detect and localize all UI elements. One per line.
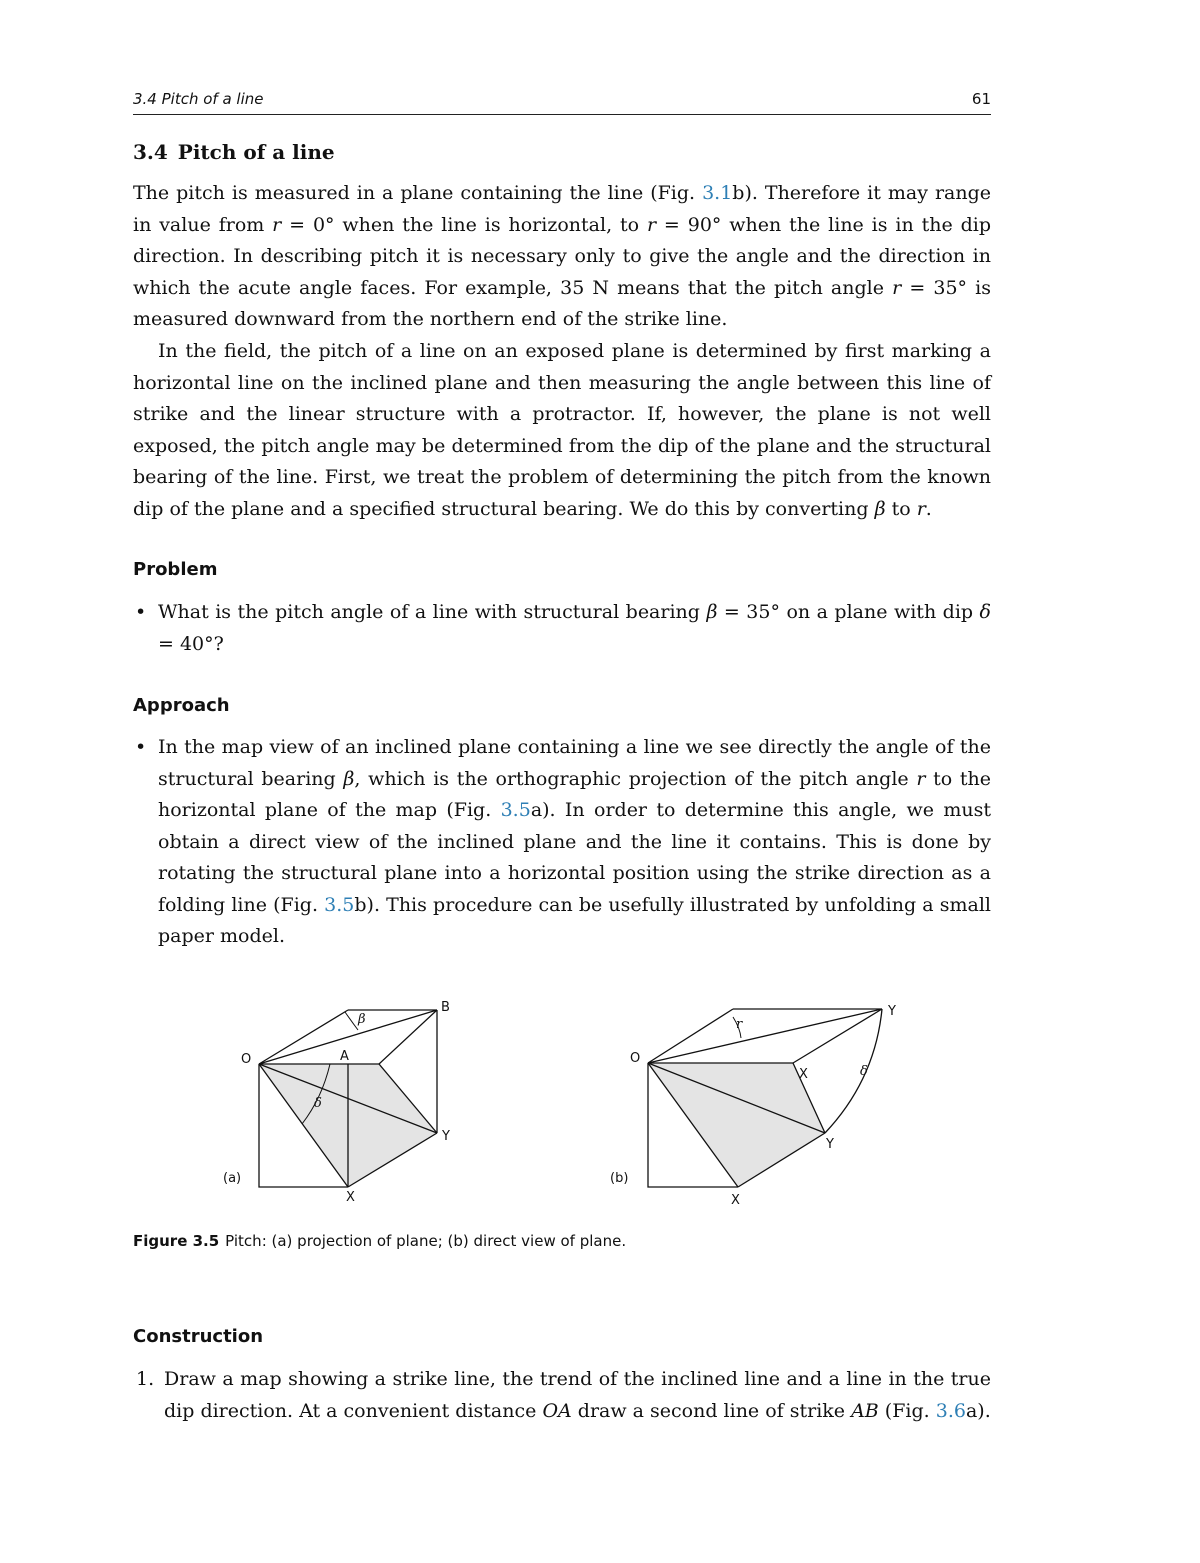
caption-text: Pitch: (a) projection of plane; (b) direct view of plane.	[225, 1232, 627, 1250]
running-head-title: 3.4 Pitch of a line	[133, 90, 264, 108]
page	[133, 0, 991, 1563]
approach-text: In the map view of an inclined plane containing a line we see directly the angle of the structural bearing β, which is the orthographic projection of the pitch angle r to the horizontal plane of the map (Fig. 3.5a). In order to determine this angle, we must obtain a direct view of the inclined plane and the line it contains. This is done by rotating the structural plane into a horizontal position using the strike direction as a folding line (Fig. 3.5b). This procedure can be usefully illustrated by unfolding a small paper model.	[158, 736, 991, 947]
section-heading	[133, 140, 335, 164]
r-label: r	[736, 1017, 743, 1032]
delta-label: δ	[314, 1096, 322, 1111]
section-number: 3.4	[133, 140, 168, 164]
problem-heading: Problem	[133, 559, 218, 580]
rotation-arc	[825, 1009, 882, 1133]
point-B: B	[441, 1000, 450, 1015]
delta-label: δ	[860, 1064, 868, 1079]
problem-text: What is the pitch angle of a line with structural bearing β = 35° on a plane with dip δ = 40°?	[158, 601, 991, 655]
panel-b	[610, 1004, 896, 1208]
figure-caption	[133, 1232, 626, 1250]
approach-heading: Approach	[133, 695, 230, 716]
step-number: 1.	[136, 1368, 155, 1390]
point-Y-mid: Y	[826, 1137, 834, 1152]
panel-b-label: (b)	[610, 1171, 629, 1186]
strike-line-AB	[379, 1010, 437, 1064]
figure-link[interactable]: 3.6	[935, 1399, 966, 1422]
point-X-bottom: X	[731, 1193, 740, 1208]
page-number: 61	[971, 90, 991, 108]
point-O: O	[630, 1051, 641, 1066]
figure-link[interactable]: 3.5	[324, 893, 355, 916]
figure-link[interactable]: 3.1	[702, 182, 733, 204]
panel-a	[223, 1000, 450, 1205]
edge	[259, 1010, 348, 1064]
step-text: Draw a map showing a strike line, the trend of the inclined line and a line in the true dip direction. At a convenient distance OA draw a second line of strike AB (Fig. 3.6a).	[164, 1368, 991, 1422]
beta-arc	[345, 1012, 358, 1030]
line-OY-rotated	[648, 1009, 882, 1063]
point-Y: Y	[442, 1129, 450, 1144]
panel-a-label: (a)	[223, 1171, 242, 1186]
paragraph-1: The pitch is measured in a plane containing the line (Fig. 3.1b). Therefore it may range in value from r = 0° when the line is horizontal, to r = 90° when the line is in the dip direction. In describing pitch it is necessary only to give the angle and the direction in which the acute angle faces. For example, 35 N means that the pitch angle r = 35° is measured downward from the northern end of the strike line.	[133, 182, 991, 330]
point-A: A	[340, 1049, 349, 1064]
edge	[648, 1009, 733, 1063]
paragraph-2: In the field, the pitch of a line on an exposed plane is determined by first marking a horizontal line on the inclined plane and then measuring the angle between this line of strike and the linear structure with a protractor. If, however, the plane is not well exposed, the pitch angle may be determined from the dip of the plane and the structural bearing of the line. First, we treat the problem of determining the pitch from the known dip of the plane and a specified structural bearing. We do this by converting β to r.	[133, 340, 991, 520]
point-Y-top: Y	[888, 1004, 896, 1019]
figure-link[interactable]: 3.5	[500, 799, 531, 821]
running-head	[133, 88, 991, 115]
construction-heading: Construction	[133, 1326, 264, 1347]
strike-line-2	[793, 1009, 882, 1063]
section-title: Pitch of a line	[177, 140, 335, 164]
figure-3-5	[200, 990, 920, 1215]
point-X: X	[346, 1190, 355, 1205]
point-X-top: X	[799, 1067, 808, 1082]
bullet: •	[135, 736, 147, 758]
beta-label: β	[358, 1012, 366, 1027]
bullet: •	[135, 601, 147, 623]
caption-label: Figure 3.5	[133, 1232, 220, 1250]
point-O: O	[241, 1052, 252, 1067]
